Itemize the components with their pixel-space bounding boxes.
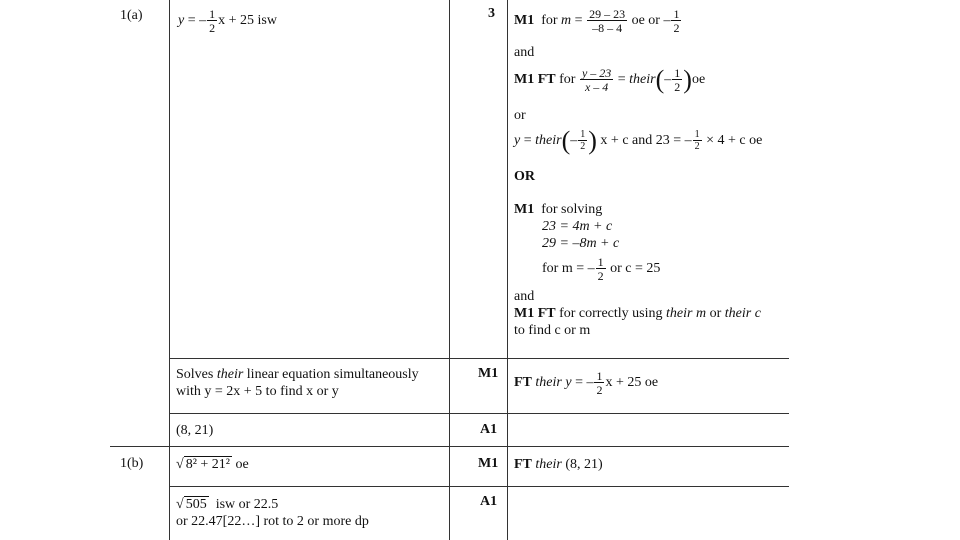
m1-alt-fraction: $\frac{1}{2}$ xyxy=(673,7,680,35)
final-line: M1 FT for correctly using their m or their c xyxy=(514,306,761,321)
row-divider-4 xyxy=(169,486,789,487)
m1ft-inner-fraction: $\frac{1}{2}$ xyxy=(674,66,681,94)
answer-y: y xyxy=(178,13,185,29)
sqrt-505: √ 505 xyxy=(176,497,207,512)
for-m-line: for m = – $\frac{1}{2}$ or c = 25 xyxy=(542,255,661,283)
col-divider-1 xyxy=(169,0,170,540)
m1-fraction: $\frac{29 - 23}{-8 - 4}$ xyxy=(589,7,626,35)
m1ft-line: M1 FT for $\frac{y - 23}{x - 4}$ = their(– $\frac{1}{2}$ )oe xyxy=(514,65,706,94)
m1ft-fraction: $\frac{y - 23}{x - 4}$ xyxy=(581,66,612,94)
answer-1a: y = – $\frac{1}{2}$ x + 25 isw xyxy=(178,7,277,35)
marks-1b: M1 xyxy=(478,456,499,471)
m1-line: M1 for m = $\frac{29 - 23}{-8 - 4}$ oe or – $\frac{1}{2}$ xyxy=(514,7,680,35)
answer-1a-2: Solves their linear equation simultaneously with y = 2x + 5 to find x or y xyxy=(176,367,419,399)
row-divider-3 xyxy=(110,446,789,447)
for-m-fraction: $\frac{1}{2}$ xyxy=(597,255,604,283)
col-divider-3 xyxy=(507,0,508,540)
answer-rest: x + 25 isw xyxy=(218,13,277,29)
answer-fraction: $\frac{1}{2}$ xyxy=(209,7,216,35)
or-heading: OR xyxy=(514,169,535,184)
marks-1a: 3 xyxy=(488,6,495,21)
alt-fraction-1: $\frac{1}{2}$ xyxy=(580,129,586,152)
and-1: and xyxy=(514,45,535,60)
answer-1a-3: (8, 21) xyxy=(176,423,214,438)
answer-1b: √ 8² + 21² oe xyxy=(176,457,249,472)
alt-line: y = their(– $\frac{1}{2}$ ) x + c and 23 = – $\frac{1}{2}$ × 4 + c oe xyxy=(514,126,763,155)
marks-1b-2: A1 xyxy=(480,494,498,509)
equation-2: 29 = –8m + c xyxy=(542,236,620,251)
and-2: and xyxy=(514,289,535,304)
answer-1b-2: √ 505 isw or 22.5 or 22.47[22…] rot to 2 or more dp xyxy=(176,497,369,529)
sqrt-expression: √ 8² + 21² xyxy=(176,457,230,472)
note-fraction: $\frac{1}{2}$ xyxy=(596,369,603,397)
marks-1a-3: A1 xyxy=(480,422,498,437)
alt-fraction-2: $\frac{1}{2}$ xyxy=(694,129,700,152)
or-1: or xyxy=(514,108,526,123)
equation-1: 23 = 4m + c xyxy=(542,219,613,234)
notes-1a xyxy=(514,8,789,339)
notes-1a-2: FT their y = – $\frac{1}{2}$ x + 25 oe xyxy=(514,369,659,397)
notes-1b: FT their (8, 21) xyxy=(514,457,603,472)
question-number-1b: 1(b) xyxy=(120,456,144,471)
row-divider-1 xyxy=(169,358,789,359)
solve-line: M1 for solving xyxy=(514,202,603,217)
marks-1a-2: M1 xyxy=(478,366,499,381)
question-number-1a: 1(a) xyxy=(120,8,143,23)
find-line: to find c or m xyxy=(514,323,591,338)
row-divider-2 xyxy=(169,413,789,414)
col-divider-2 xyxy=(449,0,450,540)
